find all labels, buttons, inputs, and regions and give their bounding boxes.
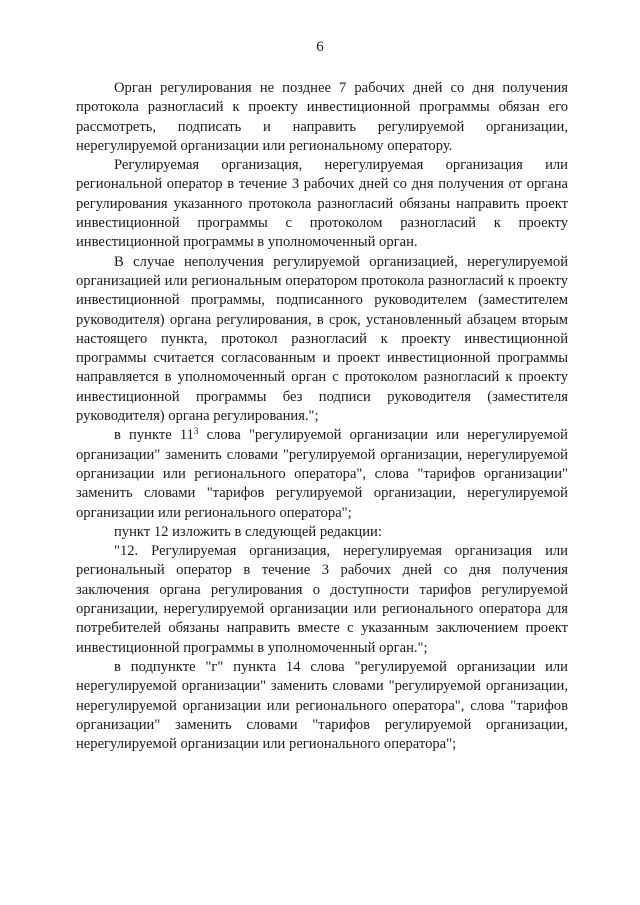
paragraph-4-rest: слова "регулируемой организации или нерегулируемой организации" заменить словами "регулируемой организации, нерегулируемой организации или регионального оператора", слова "тарифов организации" заменить словами "тарифов регулируемой организации, нерегулируемой организации или регионального оператора"; <box>76 427 568 521</box>
paragraph-6: "12. Регулируемая организация, нерегулируемая организация или региональный оператор в течение 3 рабочих дней со дня получения заключения органа регулирования о доступности тарифов регулируемой организации, нерегулируемой организации или регионального оператора для потребителей обязаны направить вместе с указанным заключением проект инвестиционной программы в уполномоченный орган."; <box>76 543 568 656</box>
page-number: 6 <box>316 39 324 55</box>
paragraph-7: в подпункте "г" пункта 14 слова "регулируемой организации или нерегулируемой организации" заменить словами "регулируемой организации, нерегулируемой организации или регионального оператора", слова "тарифов организации" заменить словами "тарифов регулируемой организации, нерегулируемой организации или регионального оператора"; <box>76 658 568 753</box>
paragraph-4-superscript: 3 <box>193 426 199 437</box>
paragraph-2: Регулируемая организация, нерегулируемая организация или региональной оператор в течение 3 рабочих дней со дня получения от органа регулирования указанного протокола разногласий обязаны направить проект инвестиционной программы с протоколом разногласий к проекту инвестиционной программы в уполномоченный орган. <box>76 157 568 251</box>
document-body <box>76 79 568 754</box>
paragraph-3: В случае неполучения регулируемой организацией, нерегулируемой организацией или региональным оператором протокола разногласий к проекту инвестиционной программы, подписанного руководителем (заместителем руководителя) органа регулирования, в срок, установленный абзацем вторым настоящего пункта, протокол разногласий к проекту инвестиционной программы считается согласованным и проект инвестиционной программы направляется в уполномоченный орган с протоколом разногласий к проекту инвестиционной программы без подписи руководителя (заместителя руководителя) органа регулирования."; <box>76 253 568 425</box>
paragraph-5: пункт 12 изложить в следующей редакции: <box>114 523 382 540</box>
paragraph-4-lead: в пункте 11 <box>114 427 194 444</box>
paragraph-4 <box>76 426 568 522</box>
paragraph-1: Орган регулирования не позднее 7 рабочих дней со дня получения протокола разногласий к проекту инвестиционной программы обязан его рассмотреть, подписать и направить регулируемой организации, нерегулируемой организации или региональному оператору. <box>76 80 568 154</box>
